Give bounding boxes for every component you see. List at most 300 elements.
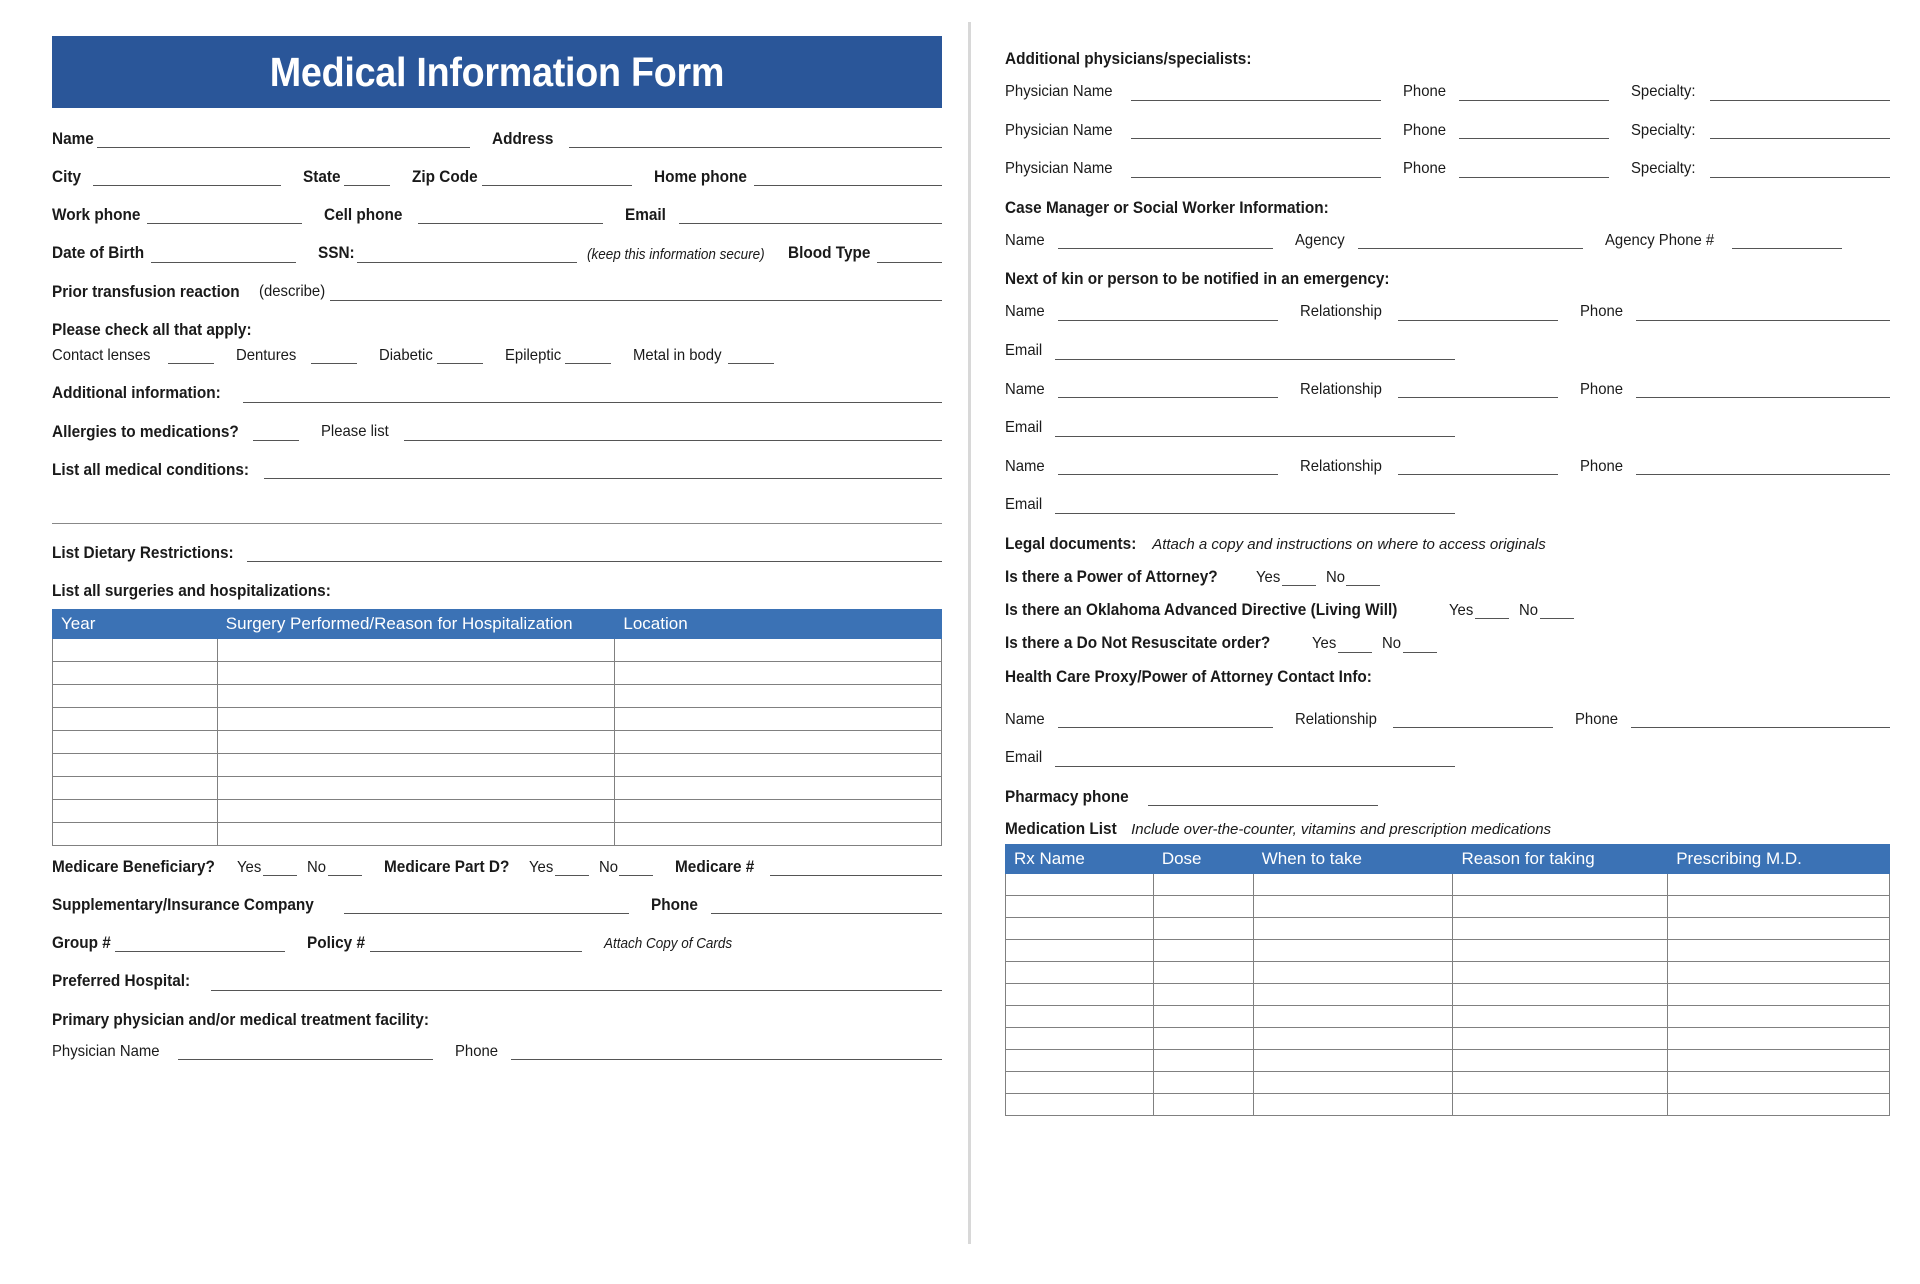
medicare-beneficiary-yes-label: Yes	[237, 858, 262, 876]
medication-cell[interactable]	[1253, 917, 1453, 939]
email-input[interactable]	[679, 209, 942, 224]
additional-physician-phone-input[interactable]	[1459, 124, 1609, 139]
medication-cell[interactable]	[1153, 895, 1253, 917]
row-proxy-email	[1005, 749, 1890, 767]
medication-cell[interactable]	[1453, 917, 1668, 939]
name-input[interactable]	[97, 133, 471, 148]
medication-col-dose: Dose	[1153, 844, 1253, 873]
surgeries-cell[interactable]	[615, 823, 942, 846]
kin-phone-input[interactable]	[1636, 306, 1890, 321]
row-group-policy	[52, 934, 942, 952]
proxy-name-input[interactable]	[1058, 713, 1273, 728]
surgeries-cell[interactable]	[53, 685, 218, 708]
medication-cell[interactable]	[1253, 961, 1453, 983]
case-manager-agency-phone-input[interactable]	[1732, 234, 1842, 249]
table-row	[1006, 1027, 1890, 1049]
kin-name-label: Name	[1005, 303, 1045, 321]
medication-cell[interactable]	[1668, 1071, 1890, 1093]
address-label: Address	[492, 130, 554, 148]
dnr-yes-label: Yes	[1312, 634, 1337, 652]
additional-physician-name-label: Physician Name	[1005, 160, 1113, 178]
allergies-yesno-input[interactable]	[253, 426, 299, 441]
additional-physician-specialty-input[interactable]	[1710, 86, 1890, 101]
surgeries-cell[interactable]	[615, 777, 942, 800]
medication-cell[interactable]	[1153, 983, 1253, 1005]
medication-cell[interactable]	[1253, 1093, 1453, 1115]
next-of-kin-label: Next of kin or person to be notified in an emergency:	[1005, 270, 1390, 289]
directive-yes-label: Yes	[1448, 601, 1474, 619]
table-row	[1006, 917, 1890, 939]
medication-cell[interactable]	[1453, 1093, 1668, 1115]
home-phone-input[interactable]	[754, 171, 942, 186]
dob-input[interactable]	[151, 248, 296, 263]
address-input[interactable]	[569, 133, 943, 148]
additional-physicians-group	[1005, 83, 1890, 178]
row-checkboxes	[52, 347, 942, 365]
medicare-beneficiary-no-input[interactable]	[328, 861, 362, 876]
medication-cell[interactable]	[1453, 1027, 1668, 1049]
surgeries-cell[interactable]	[217, 708, 615, 731]
kin-email-input[interactable]	[1055, 345, 1455, 360]
medication-cell[interactable]	[1006, 1049, 1154, 1071]
medication-cell[interactable]	[1153, 873, 1253, 895]
medication-cell[interactable]	[1006, 961, 1154, 983]
surgeries-cell[interactable]	[217, 662, 615, 685]
state-label: State	[303, 168, 341, 187]
pharmacy-phone-input[interactable]	[1148, 791, 1378, 806]
additional-physician-name-label: Physician Name	[1005, 83, 1113, 100]
medication-cell[interactable]	[1153, 917, 1253, 939]
allergies-list-input[interactable]	[404, 426, 942, 441]
check-contact-lenses-label: Contact lenses	[52, 346, 151, 364]
row-dietary	[52, 544, 942, 562]
medication-cell[interactable]	[1453, 961, 1668, 983]
row-primary-physician-fields	[52, 1043, 942, 1061]
case-manager-label: Case Manager or Social Worker Information:	[1005, 198, 1329, 217]
table-row	[1006, 939, 1890, 961]
insurance-phone-input[interactable]	[711, 899, 942, 914]
table-row	[1006, 983, 1890, 1005]
case-manager-agency-input[interactable]	[1358, 234, 1583, 249]
additional-physician-specialty-input[interactable]	[1710, 163, 1890, 178]
row-case-manager	[1005, 232, 1890, 250]
check-diabetic-input[interactable]	[437, 349, 483, 364]
row-preferred-hospital	[52, 972, 942, 990]
medication-cell[interactable]	[1253, 939, 1453, 961]
medicare-beneficiary-no-label: No	[307, 858, 327, 876]
group-number-input[interactable]	[115, 937, 285, 952]
page-title: Medical Information Form	[269, 48, 725, 95]
primary-physician-text: Primary physician and/or medical treatment facility	[52, 1010, 424, 1029]
surgeries-cell[interactable]	[615, 731, 942, 754]
city-input[interactable]	[93, 171, 281, 186]
kin-relationship-label: Relationship	[1299, 457, 1382, 475]
ssn-input[interactable]	[357, 248, 577, 263]
group-number-label: Group #	[52, 934, 111, 953]
check-metal-in-body-label: Metal in body	[633, 346, 722, 364]
surgeries-table-header-row	[53, 610, 942, 639]
row-primary-physician-heading	[52, 1011, 942, 1029]
surgeries-cell[interactable]	[217, 685, 615, 708]
case-manager-name-input[interactable]	[1058, 234, 1273, 249]
medication-cell[interactable]	[1006, 895, 1154, 917]
medication-cell[interactable]	[1668, 961, 1890, 983]
surgeries-cell[interactable]	[53, 662, 218, 685]
allergies-label: Allergies to medications?	[52, 422, 239, 441]
transfusion-label: Prior transfusion reaction	[52, 282, 240, 301]
medication-cell[interactable]	[1153, 961, 1253, 983]
policy-number-input[interactable]	[370, 937, 582, 952]
zip-input[interactable]	[482, 171, 632, 186]
table-row	[1006, 1093, 1890, 1115]
row-additional-physician	[1005, 122, 1890, 140]
cell-phone-label: Cell phone	[324, 206, 403, 225]
transfusion-note: (describe)	[258, 283, 325, 301]
power-of-attorney-question: Is there a Power of Attorney?	[1005, 568, 1218, 587]
check-dentures-input[interactable]	[311, 349, 357, 364]
check-dentures-label: Dentures	[235, 346, 297, 364]
medicare-partd-yes-input[interactable]	[555, 861, 589, 876]
medication-col-when-to-take: When to take	[1253, 844, 1453, 873]
row-advanced-directive	[1005, 601, 1890, 619]
medication-cell[interactable]	[1153, 939, 1253, 961]
additional-physician-phone-label: Phone	[1402, 83, 1446, 100]
medication-cell[interactable]	[1453, 983, 1668, 1005]
additional-physician-name-input[interactable]	[1131, 124, 1381, 139]
additional-info-input[interactable]	[243, 388, 942, 403]
surgeries-col-location: Location	[615, 610, 942, 639]
surgeries-cell[interactable]	[615, 639, 942, 662]
additional-physician-name-input[interactable]	[1131, 86, 1381, 101]
table-row	[1006, 895, 1890, 917]
table-row	[53, 662, 942, 685]
dietary-label: List Dietary Restrictions:	[52, 543, 234, 562]
primary-physician-name-input[interactable]	[178, 1045, 433, 1060]
name-label: Name	[52, 130, 94, 148]
cell-phone-input[interactable]	[418, 209, 603, 224]
kin-relationship-input[interactable]	[1398, 460, 1558, 475]
medicare-beneficiary-label: Medicare Beneficiary?	[52, 858, 215, 876]
surgeries-col-year: Year	[53, 610, 218, 639]
surgeries-cell[interactable]	[53, 754, 218, 777]
medication-cell[interactable]	[1153, 1049, 1253, 1071]
row-next-of-kin-email	[1005, 496, 1890, 514]
medication-col-rx-name: Rx Name	[1006, 844, 1154, 873]
kin-phone-input[interactable]	[1636, 383, 1890, 398]
surgeries-cell[interactable]	[217, 731, 615, 754]
row-medication-list-heading	[1005, 820, 1890, 838]
kin-phone-label: Phone	[1579, 457, 1623, 475]
table-row	[53, 708, 942, 731]
surgeries-cell[interactable]	[53, 731, 218, 754]
table-row	[53, 777, 942, 800]
additional-physician-phone-input[interactable]	[1459, 163, 1609, 178]
medicare-partd-no-input[interactable]	[619, 861, 653, 876]
proxy-email-label: Email	[1005, 749, 1043, 767]
medication-cell[interactable]	[1006, 1093, 1154, 1115]
row-additional-info	[52, 384, 942, 402]
medicare-number-input[interactable]	[770, 861, 942, 876]
city-label: City	[52, 168, 81, 187]
row-next-of-kin-contact	[1005, 381, 1890, 399]
kin-phone-label: Phone	[1579, 380, 1623, 398]
row-legal-documents	[1005, 535, 1890, 553]
dnr-question: Is there a Do Not Resuscitate order?	[1005, 634, 1271, 653]
row-additional-physician	[1005, 160, 1890, 178]
medication-cell[interactable]	[1453, 1071, 1668, 1093]
work-phone-label: Work phone	[52, 206, 141, 225]
kin-email-input[interactable]	[1055, 499, 1455, 514]
medication-cell[interactable]	[1153, 1005, 1253, 1027]
medication-cell[interactable]	[1253, 1005, 1453, 1027]
surgeries-table	[52, 609, 942, 846]
state-input[interactable]	[344, 171, 390, 186]
medicare-partd-label: Medicare Part D?	[383, 858, 510, 876]
surgeries-cell[interactable]	[615, 800, 942, 823]
additional-physician-specialty-label: Specialty:	[1630, 160, 1696, 178]
dob-label: Date of Birth	[52, 244, 145, 263]
medication-list-label: Medication List	[1005, 819, 1117, 838]
surgeries-cell[interactable]	[615, 662, 942, 685]
additional-physician-name-label: Physician Name	[1005, 121, 1113, 139]
medication-cell[interactable]	[1453, 873, 1668, 895]
medication-cell[interactable]	[1668, 1005, 1890, 1027]
case-manager-name-label: Name	[1005, 231, 1045, 249]
case-manager-agency-phone-label: Agency Phone #	[1605, 231, 1715, 249]
medicare-number-label: Medicare #	[675, 858, 755, 876]
kin-relationship-input[interactable]	[1398, 383, 1558, 398]
medication-table-body	[1006, 873, 1890, 1115]
row-transfusion	[52, 283, 942, 301]
medication-cell[interactable]	[1153, 1071, 1253, 1093]
row-conditions	[52, 461, 942, 479]
medication-cell[interactable]	[1253, 1071, 1453, 1093]
surgeries-cell[interactable]	[217, 777, 615, 800]
directive-no-input[interactable]	[1540, 604, 1574, 619]
medication-cell[interactable]	[1253, 895, 1453, 917]
dnr-yes-input[interactable]	[1338, 638, 1372, 653]
medication-cell[interactable]	[1253, 873, 1453, 895]
medication-cell[interactable]	[1668, 873, 1890, 895]
proxy-relationship-input[interactable]	[1393, 713, 1553, 728]
row-city-state-zip	[52, 168, 942, 186]
additional-physician-name-input[interactable]	[1131, 163, 1381, 178]
row-name-address	[52, 130, 942, 148]
primary-physician-phone-label: Phone	[454, 1042, 498, 1060]
work-phone-input[interactable]	[147, 209, 302, 224]
kin-email-label: Email	[1005, 341, 1043, 359]
medication-cell[interactable]	[1668, 895, 1890, 917]
proxy-phone-input[interactable]	[1631, 713, 1890, 728]
medication-cell[interactable]	[1153, 1027, 1253, 1049]
medication-cell[interactable]	[1006, 983, 1154, 1005]
table-row	[53, 731, 942, 754]
check-epileptic-label: Epileptic	[504, 346, 561, 364]
kin-relationship-input[interactable]	[1398, 306, 1558, 321]
insurance-company-input[interactable]	[344, 899, 629, 914]
row-next-of-kin-email	[1005, 419, 1890, 437]
additional-physician-specialty-label: Specialty:	[1630, 83, 1696, 100]
right-column	[965, 0, 1920, 1284]
poa-no-input[interactable]	[1346, 571, 1380, 586]
conditions-input-line2[interactable]	[52, 509, 942, 524]
kin-relationship-label: Relationship	[1299, 380, 1382, 398]
dietary-input[interactable]	[247, 547, 942, 562]
medication-cell[interactable]	[1006, 1071, 1154, 1093]
medication-cell[interactable]	[1453, 1049, 1668, 1071]
medication-col-reason: Reason for taking	[1453, 844, 1668, 873]
column-divider	[968, 22, 971, 1244]
medication-cell[interactable]	[1006, 873, 1154, 895]
blood-type-input[interactable]	[877, 248, 942, 263]
medication-cell[interactable]	[1006, 1027, 1154, 1049]
proxy-email-input[interactable]	[1055, 752, 1455, 767]
transfusion-input[interactable]	[330, 286, 942, 301]
proxy-name-label: Name	[1005, 710, 1045, 728]
proxy-phone-label: Phone	[1574, 710, 1618, 728]
table-row	[1006, 873, 1890, 895]
kin-email-label: Email	[1005, 496, 1043, 514]
poa-yes-input[interactable]	[1282, 571, 1316, 586]
insurance-company-label: Supplementary/Insurance Company	[52, 896, 314, 915]
medication-cell[interactable]	[1668, 1049, 1890, 1071]
kin-name-input[interactable]	[1058, 460, 1278, 475]
kin-relationship-label: Relationship	[1299, 303, 1382, 321]
additional-info-label: Additional information:	[52, 384, 221, 403]
medication-cell[interactable]	[1006, 917, 1154, 939]
row-conditions-line2	[52, 509, 942, 524]
policy-number-label: Policy #	[307, 934, 366, 953]
table-row	[53, 639, 942, 662]
advanced-directive-question: Is there an Oklahoma Advanced Directive (Living Will)	[1005, 601, 1398, 620]
table-row	[53, 823, 942, 846]
check-epileptic-input[interactable]	[565, 349, 611, 364]
surgeries-cell[interactable]	[53, 823, 218, 846]
surgeries-table-body	[53, 639, 942, 846]
additional-physician-phone-label: Phone	[1402, 160, 1446, 178]
conditions-label: List all medical conditions:	[52, 460, 249, 479]
pharmacy-phone-label: Pharmacy phone	[1005, 787, 1129, 806]
poa-no-label: No	[1325, 568, 1345, 586]
row-insurance	[52, 896, 942, 914]
medication-col-prescribing-md: Prescribing M.D.	[1668, 844, 1890, 873]
surgeries-cell[interactable]	[53, 777, 218, 800]
additional-physician-phone-input[interactable]	[1459, 86, 1609, 101]
surgeries-cell[interactable]	[53, 800, 218, 823]
medication-cell[interactable]	[1453, 1005, 1668, 1027]
table-row	[53, 800, 942, 823]
surgeries-cell[interactable]	[615, 685, 942, 708]
health-care-proxy-label: Health Care Proxy/Power of Attorney Contact Info:	[1005, 667, 1372, 686]
medicare-beneficiary-yes-input[interactable]	[263, 861, 297, 876]
additional-physician-specialty-input[interactable]	[1710, 124, 1890, 139]
medication-cell[interactable]	[1668, 983, 1890, 1005]
surgeries-cell[interactable]	[53, 708, 218, 731]
additional-physician-phone-label: Phone	[1402, 121, 1446, 139]
row-proxy-contact	[1005, 711, 1890, 729]
table-row	[53, 754, 942, 777]
kin-phone-label: Phone	[1579, 303, 1623, 321]
surgeries-cell[interactable]	[217, 823, 615, 846]
surgeries-cell[interactable]	[615, 754, 942, 777]
email-label: Email	[625, 206, 667, 225]
table-row	[1006, 1049, 1890, 1071]
row-check-heading	[52, 321, 942, 339]
medication-cell[interactable]	[1668, 917, 1890, 939]
medication-list-note: Include over-the-counter, vitamins and prescription medications	[1131, 820, 1552, 838]
table-row	[1006, 961, 1890, 983]
preferred-hospital-input[interactable]	[211, 976, 942, 991]
kin-name-label: Name	[1005, 457, 1045, 475]
check-all-label: Please check all that apply:	[52, 320, 252, 339]
additional-physicians-label: Additional physicians/specialists:	[1005, 50, 1252, 68]
row-allergies	[52, 423, 942, 441]
check-contact-lenses-input[interactable]	[168, 349, 214, 364]
medication-cell[interactable]	[1006, 1005, 1154, 1027]
legal-documents-note: Attach a copy and instructions on where to access originals	[1152, 536, 1546, 554]
medication-table-header-row	[1006, 844, 1890, 873]
medication-cell[interactable]	[1668, 1093, 1890, 1115]
primary-physician-phone-input[interactable]	[511, 1045, 942, 1060]
medication-cell[interactable]	[1453, 895, 1668, 917]
primary-physician-name-label: Physician Name	[52, 1042, 160, 1060]
preferred-hospital-label: Preferred Hospital:	[52, 972, 191, 991]
form-title-banner	[52, 36, 942, 108]
surgeries-cell[interactable]	[217, 639, 615, 662]
medication-cell[interactable]	[1668, 939, 1890, 961]
zip-label: Zip Code	[411, 168, 478, 187]
directive-yes-input[interactable]	[1475, 604, 1509, 619]
surgeries-cell[interactable]	[615, 708, 942, 731]
medication-cell[interactable]	[1006, 939, 1154, 961]
medication-cell[interactable]	[1153, 1093, 1253, 1115]
dnr-no-input[interactable]	[1403, 638, 1437, 653]
medication-cell[interactable]	[1453, 939, 1668, 961]
medication-cell[interactable]	[1253, 1027, 1453, 1049]
please-list-label: Please list	[320, 423, 389, 441]
medication-cell[interactable]	[1253, 983, 1453, 1005]
surgeries-cell[interactable]	[53, 639, 218, 662]
medicare-partd-yes-label: Yes	[528, 858, 553, 876]
row-additional-physician	[1005, 83, 1890, 101]
row-dob-ssn-blood	[52, 244, 942, 262]
kin-email-input[interactable]	[1055, 422, 1455, 437]
medication-cell[interactable]	[1668, 1027, 1890, 1049]
primary-physician-label: Primary physician and/or medical treatment facility:	[52, 1010, 429, 1029]
surgeries-col-surgery: Surgery Performed/Reason for Hospitalization	[217, 610, 615, 639]
row-next-of-kin-email	[1005, 342, 1890, 360]
surgeries-cell[interactable]	[217, 754, 615, 777]
kin-name-input[interactable]	[1058, 306, 1278, 321]
check-metal-in-body-input[interactable]	[728, 349, 774, 364]
kin-email-label: Email	[1005, 419, 1043, 437]
ssn-secure-note: (keep this information secure)	[587, 246, 766, 263]
check-diabetic-label: Diabetic	[378, 346, 433, 364]
next-of-kin-group	[1005, 303, 1890, 514]
conditions-input-line1[interactable]	[264, 464, 942, 479]
blood-type-label: Blood Type	[788, 244, 871, 263]
insurance-phone-label: Phone	[650, 896, 698, 915]
medicare-partd-no-label: No	[598, 858, 618, 876]
kin-phone-input[interactable]	[1636, 460, 1890, 475]
row-medicare	[52, 858, 942, 876]
kin-name-input[interactable]	[1058, 383, 1278, 398]
surgeries-cell[interactable]	[217, 800, 615, 823]
row-work-cell-email	[52, 206, 942, 224]
medication-table	[1005, 844, 1890, 1116]
medication-cell[interactable]	[1253, 1049, 1453, 1071]
attach-copy-note: Attach Copy of Cards	[603, 936, 732, 953]
